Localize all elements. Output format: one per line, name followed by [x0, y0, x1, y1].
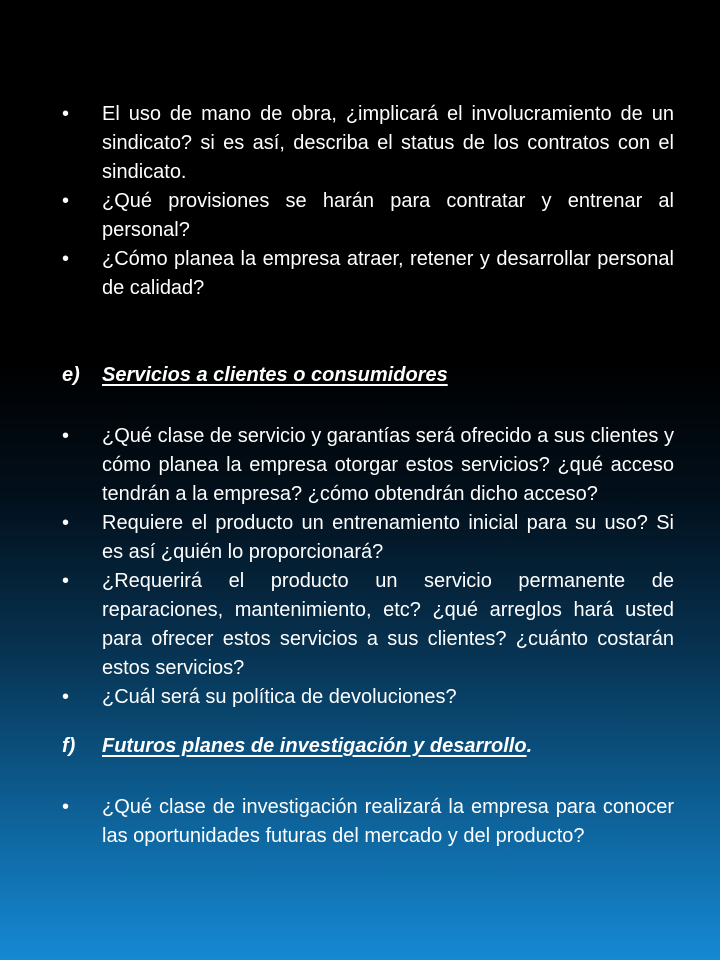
bullet-text: El uso de mano de obra, ¿implicará el involucramiento de un sindicato? si es así, describa el status de los contratos con el sindicato.: [102, 103, 674, 183]
section-title: Futuros planes de investigación y desarrollo: [102, 735, 527, 757]
bullet-text: ¿Qué provisiones se harán para contratar y entrenar al personal?: [102, 190, 674, 241]
bullet-text: Requiere el producto un entrenamiento inicial para su uso? Si es así ¿quién lo proporcionará?: [102, 512, 674, 563]
section-title: Servicios a clientes o consumidores: [102, 364, 448, 386]
list-item: [62, 187, 674, 245]
section-title-period: .: [526, 735, 533, 757]
section-letter: e): [62, 364, 80, 386]
bullet-icon: •: [62, 512, 70, 534]
list-item: [62, 100, 674, 187]
bullet-icon: •: [62, 425, 70, 447]
bullet-icon: •: [62, 103, 70, 125]
bullet-text: ¿Qué clase de servicio y garantías será ofrecido a sus clientes y cómo planea la empresa otorgar estos servicios? ¿qué acceso tendrán a la empresa? ¿cómo obtendrán dicho acceso?: [102, 425, 674, 505]
section-e-heading: [62, 361, 674, 390]
bullet-text: ¿Cuál será su política de devoluciones?: [102, 686, 457, 708]
bullet-icon: •: [62, 686, 70, 708]
section-letter: f): [62, 735, 76, 757]
list-item: [62, 245, 674, 303]
bullet-text: ¿Qué clase de investigación realizará la empresa para conocer las oportunidades futuras del mercado y del producto?: [102, 796, 674, 847]
list-item: [62, 567, 674, 683]
list-item: [62, 793, 674, 851]
bullet-icon: •: [62, 796, 70, 818]
bullet-icon: •: [62, 190, 70, 212]
bullet-text: ¿Requerirá el producto un servicio permanente de reparaciones, mantenimiento, etc? ¿qué arreglos hará usted para ofrecer estos servicios a sus clientes? ¿cuánto costarán estos servicios?: [102, 570, 674, 679]
list-item: [62, 509, 674, 567]
bullet-icon: •: [62, 570, 70, 592]
section-title-wrap: [102, 732, 532, 761]
list-item: [62, 683, 674, 712]
slide-content: [62, 100, 674, 851]
bullet-icon: •: [62, 248, 70, 270]
section-f-heading: [62, 732, 674, 761]
list-item: [62, 422, 674, 509]
bullet-text: ¿Cómo planea la empresa atraer, retener y desarrollar personal de calidad?: [102, 248, 674, 299]
